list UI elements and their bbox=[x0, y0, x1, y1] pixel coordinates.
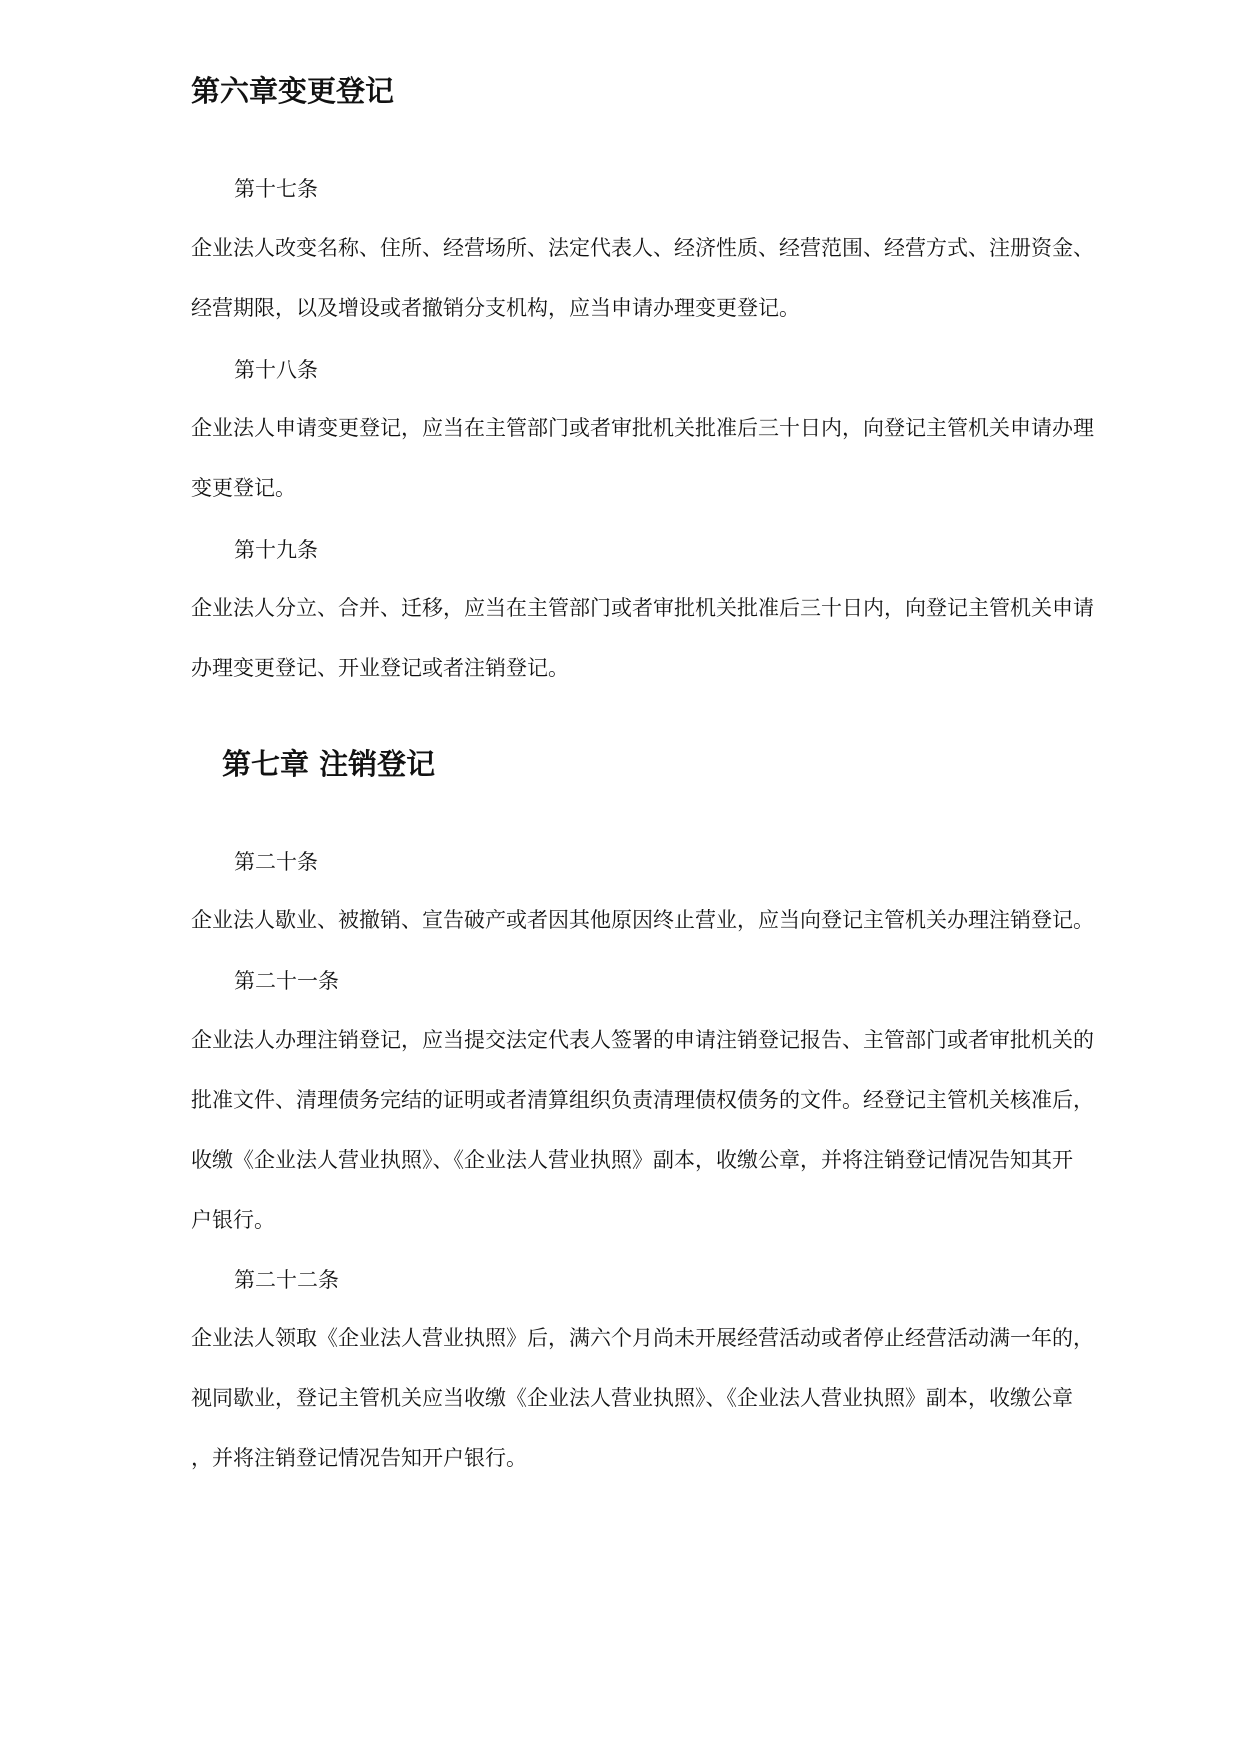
text-line: 收缴《企业法人营业执照》、《企业法人营业执照》副本，收缴公章，并将注销登记情况告知其开 bbox=[191, 1148, 1073, 1172]
article-20-label: 第二十条 bbox=[234, 850, 318, 874]
chapter-7-title: 第七章 注销登记 bbox=[222, 747, 436, 781]
text-line: 变更登记。 bbox=[191, 476, 296, 500]
article-21-label: 第二十一条 bbox=[234, 969, 339, 993]
text-line: 视同歇业，登记主管机关应当收缴《企业法人营业执照》、《企业法人营业执照》副本，收缴公章 bbox=[191, 1386, 1073, 1410]
text-line: 企业法人领取《企业法人营业执照》后，满六个月尚未开展经营活动或者停止经营活动满一年的， bbox=[191, 1326, 1094, 1350]
text-line: ，并将注销登记情况告知开户银行。 bbox=[191, 1446, 527, 1470]
text-line: 企业法人分立、合并、迁移，应当在主管部门或者审批机关批准后三十日内，向登记主管机关申请 bbox=[191, 596, 1094, 620]
text-line: 户银行。 bbox=[191, 1208, 275, 1232]
article-17-label: 第十七条 bbox=[234, 177, 318, 201]
article-17-text bbox=[191, 218, 1131, 338]
chapter-6-title: 第六章变更登记 bbox=[191, 74, 395, 108]
article-19-label: 第十九条 bbox=[234, 538, 318, 562]
article-20-text bbox=[191, 890, 1131, 950]
text-line: 批准文件、清理债务完结的证明或者清算组织负责清理债权债务的文件。经登记主管机关核准后， bbox=[191, 1088, 1094, 1112]
text-line: 企业法人改变名称、住所、经营场所、法定代表人、经济性质、经营范围、经营方式、注册资金、 bbox=[191, 236, 1094, 260]
text-line: 经营期限，以及增设或者撤销分支机构，应当申请办理变更登记。 bbox=[191, 296, 800, 320]
article-18-text bbox=[191, 398, 1131, 518]
article-22-label: 第二十二条 bbox=[234, 1268, 339, 1292]
text-line: 企业法人办理注销登记，应当提交法定代表人签署的申请注销登记报告、主管部门或者审批机关的 bbox=[191, 1028, 1094, 1052]
article-22-text bbox=[191, 1308, 1131, 1488]
article-19-text bbox=[191, 578, 1131, 698]
text-line: 企业法人申请变更登记，应当在主管部门或者审批机关批准后三十日内，向登记主管机关申请办理 bbox=[191, 416, 1094, 440]
text-line: 企业法人歇业、被撤销、宣告破产或者因其他原因终止营业，应当向登记主管机关办理注销登记。 bbox=[191, 908, 1094, 932]
article-21-text bbox=[191, 1010, 1131, 1250]
article-18-label: 第十八条 bbox=[234, 358, 318, 382]
text-line: 办理变更登记、开业登记或者注销登记。 bbox=[191, 656, 569, 680]
